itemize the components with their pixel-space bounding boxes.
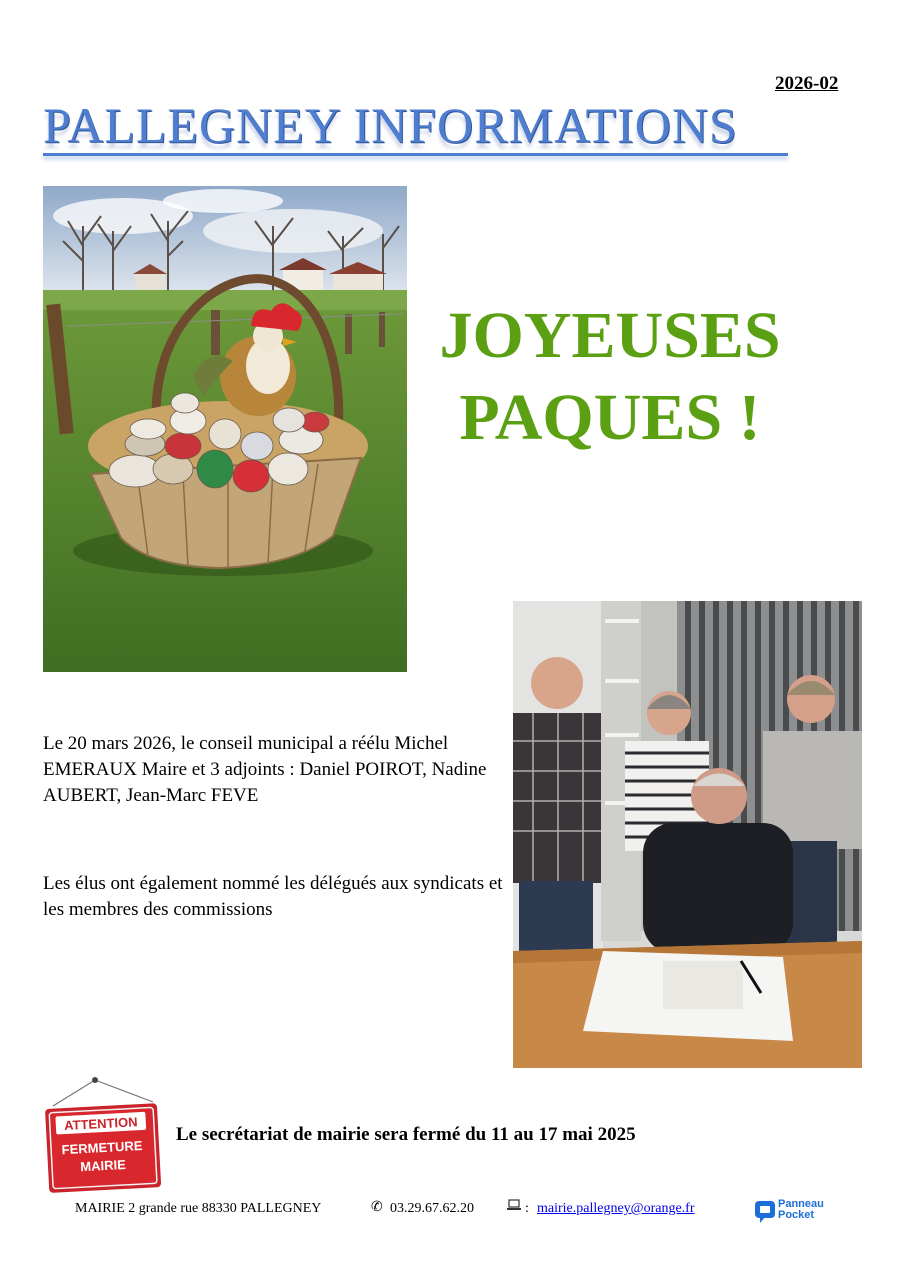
masthead-underline [43, 153, 788, 156]
sign-attention-text: ATTENTION [63, 1114, 138, 1134]
election-paragraph: Le 20 mars 2026, le conseil municipal a réélu Michel EMERAUX Maire et 3 adjoints : Daniel POIROT, Nadine AUBERT, Jean-Marc FEVE [43, 733, 487, 806]
greeting-line-2: PAQUES ! [459, 381, 761, 454]
panneau-line-2: Pocket [778, 1209, 815, 1221]
computer-icon [507, 1199, 521, 1215]
closure-sign [43, 1076, 165, 1194]
sign-mairie-text: MAIRIE [79, 1156, 127, 1175]
greeting-line-1: JOYEUSES [439, 299, 781, 372]
easter-greeting [410, 295, 810, 459]
municipal-council-photo [513, 601, 862, 1068]
masthead-title: PALLEGNEY INFORMATIONS [43, 97, 738, 153]
issue-number: 2026-02 [775, 73, 839, 94]
phone-icon: ✆ [371, 1200, 383, 1215]
delegates-paragraph: Les élus ont également nommé les délégués aux syndicats et les membres des commissions [43, 873, 503, 920]
panneau-pocket-icon [754, 1200, 776, 1229]
panneau-pocket-label [778, 1199, 824, 1221]
mairie-address: MAIRIE 2 grande rue 88330 PALLEGNEY [75, 1201, 322, 1216]
email-link[interactable]: mairie.pallegney@orange.fr [537, 1201, 695, 1216]
email-separator: : [525, 1201, 529, 1216]
phone-number: 03.29.67.62.20 [390, 1201, 474, 1216]
closure-notice: Le secrétariat de mairie sera fermé du 11 au 17 mai 2025 [176, 1124, 636, 1145]
easter-basket-photo [43, 186, 407, 672]
sign-fermeture-text: FERMETURE [61, 1137, 143, 1158]
panneau-line-1: Panneau [778, 1198, 824, 1210]
